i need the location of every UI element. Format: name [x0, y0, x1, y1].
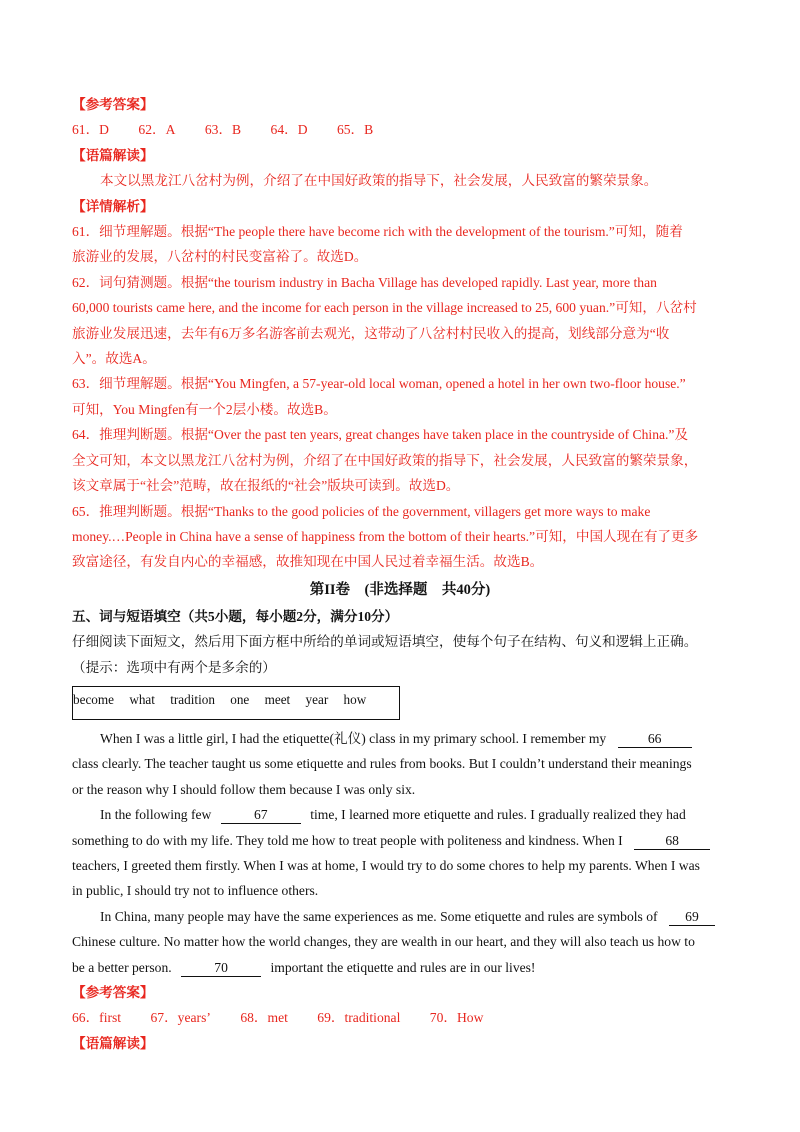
answer-item: 65．B: [336, 122, 374, 138]
passage-line: [72, 904, 728, 929]
detail-line: 65．推理判断题。根据“Thanks to the good policies of the government, villagers get more ways to make: [72, 503, 651, 519]
passage-line: Chinese culture. No matter how the world changes, they are wealth in our heart, and they will also teach us how to: [72, 934, 695, 950]
detail-line: 全文可知，本文以黑龙江八岔村为例，介绍了在中国好政策的指导下，社会发展，人民致富的繁荣景象，: [72, 452, 698, 468]
answer-item: 61．D: [72, 122, 110, 138]
detail-line: 该文章属于“社会”范畴，故在报纸的“社会”版块可读到。故选D。: [72, 478, 460, 494]
passage-line: [72, 726, 728, 751]
answer-item: 62．A: [138, 122, 176, 138]
word-option: meet: [264, 691, 291, 707]
word-option: one: [230, 691, 250, 707]
part-five-instruction: 仔细阅读下面短文，然后用下面方框中所给的单词或短语填空，使每个句子在结构、句义和逻辑上正确。: [72, 634, 698, 650]
detail-line: 致富途径，有发自内心的幸福感，故推知现在中国人民过着幸福生活。故选B。: [72, 554, 544, 570]
answer-item: 68．met: [240, 1010, 288, 1026]
detail-analysis-heading: 【详情解析】: [72, 198, 154, 214]
passage-analysis-text-1: 本文以黑龙江八岔村为例，介绍了在中国好政策的指导下，社会发展，人民致富的繁荣景象。: [100, 173, 658, 189]
detail-line: 旅游业发展迅速，去年有6万多名游客前去观光，这带动了八岔村村民收入的提高，划线部分意为“收: [72, 325, 670, 341]
passage-text: be a better person.: [72, 959, 172, 975]
passage-text: something to do with my life. They told me how to treat people with politeness and kindness. When I: [72, 832, 623, 848]
passage-analysis-heading-1: 【语篇解读】: [72, 147, 154, 163]
detail-line: money.…People in China have a sense of happiness from the bottom of their hearts.”可知，中国人现在有了更多: [72, 528, 699, 544]
answer-list-2: [72, 1005, 728, 1030]
blank-67: 67: [221, 806, 301, 824]
passage-text: In the following few: [100, 807, 212, 823]
word-option: become: [73, 691, 115, 707]
answer-item: 67．years’: [150, 1010, 211, 1026]
answer-item: 64．D: [270, 122, 308, 138]
part-five-heading: 五、词与短语填空（共5小题，每小题2分，满分10分）: [72, 608, 399, 624]
passage-line: [72, 802, 728, 827]
detail-line: 62．词句猜测题。根据“the tourism industry in Bacha Village has developed rapidly. Last year, more than: [72, 274, 657, 290]
answer-heading-1: 【参考答案】: [72, 97, 154, 112]
passage-text: important the etiquette and rules are in our lives!: [270, 959, 536, 975]
passage-text: In China, many people may have the same experiences as me. Some etiquette and rules are symbols of: [100, 908, 658, 924]
answer-item: 66．first: [72, 1010, 122, 1026]
passage-line: in public, I should try not to influence others.: [72, 883, 319, 899]
word-option: tradition: [170, 691, 215, 707]
blank-68: 68: [634, 832, 710, 850]
document-page: [72, 92, 728, 1056]
passage-line: teachers, I greeted them firstly. When I was at home, I would try to do some chores to help my parents. When I was: [72, 857, 700, 873]
answer-item: 63．B: [204, 122, 242, 138]
word-option: year: [305, 691, 329, 707]
passage-line: or the reason why I should follow them because I was only six.: [72, 781, 416, 797]
passage-text: time, I learned more etiquette and rules. I gradually realized they had: [310, 807, 686, 823]
blank-70: 70: [181, 959, 261, 977]
passage-line: [72, 828, 728, 853]
detail-line: 可知，You Mingfen有一个2层小楼。故选B。: [72, 401, 337, 417]
detail-line: 64．推理判断题。根据“Over the past ten years, great changes have taken place in the countryside of China.”及: [72, 427, 689, 443]
cloze-passage: [72, 726, 728, 980]
passage-analysis-heading-2: 【语篇解读】: [72, 1035, 154, 1051]
blank-69: 69: [669, 908, 715, 926]
passage-line: class clearly. The teacher taught us some etiquette and rules from books. But I couldn’t understand their meanings: [72, 756, 692, 772]
word-option: how: [343, 691, 367, 707]
detail-line: 60,000 tourists came here, and the income for each person in the village increased to 25, 600 yuan.”可知，八岔村: [72, 300, 697, 316]
detail-line: 旅游业的发展，八岔村的村民变富裕了。故选D。: [72, 249, 368, 265]
passage-line: [72, 955, 728, 980]
part-five-hint: （提示：选项中有两个是多余的）: [72, 659, 276, 675]
answer-list-1: [72, 117, 728, 142]
passage-text: When I was a little girl, I had the etiquette(礼仪) class in my primary school. I remember my: [100, 730, 607, 746]
answer-item: 69．traditional: [317, 1010, 401, 1026]
blank-66: 66: [618, 730, 692, 748]
answer-item: 70．How: [429, 1010, 484, 1026]
answer-heading-2: 【参考答案】: [72, 985, 154, 1000]
detail-analysis-body: [72, 219, 728, 575]
detail-line: 入”。故选A。: [72, 351, 156, 367]
detail-line: 61．细节理解题。根据“The people there have become rich with the development of the tourism.”可知，随着: [72, 224, 683, 240]
section-title: 第II卷 (非选择题 共40分): [309, 581, 491, 598]
word-option: what: [129, 691, 155, 707]
word-box: [72, 686, 400, 720]
detail-line: 63．细节理解题。根据“You Mingfen, a 57-year-old local woman, opened a hotel in her own two-floor house.”: [72, 376, 686, 392]
